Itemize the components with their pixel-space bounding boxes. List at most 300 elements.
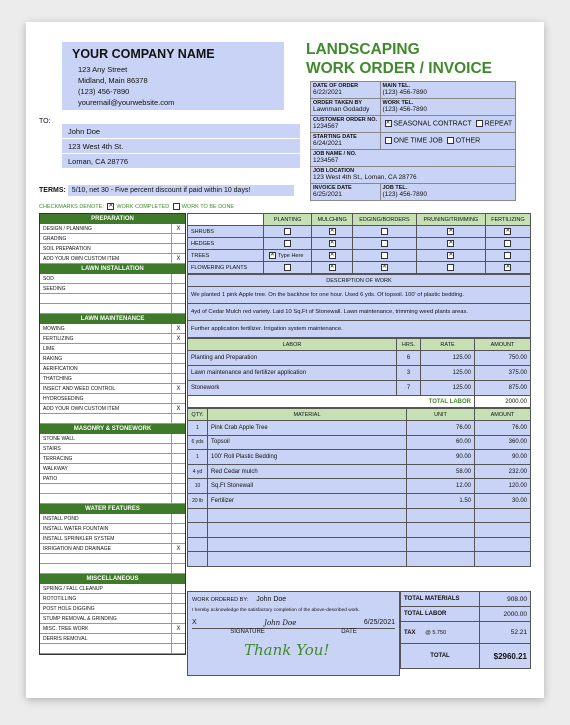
checklist-item-label: GRADING xyxy=(43,236,67,242)
checklist-item-label: INSTALL SPRINKLER SYSTEM xyxy=(43,536,115,542)
material-qty[interactable]: 1 xyxy=(188,450,208,465)
checklist-item-mark[interactable] xyxy=(171,434,185,443)
checklist-item[interactable] xyxy=(40,284,185,294)
signature[interactable]: John Doe xyxy=(264,619,297,627)
checklist-item-mark[interactable]: X xyxy=(171,384,185,393)
service-checklist xyxy=(39,213,186,655)
description-row xyxy=(188,321,531,338)
plant-check-cell[interactable] xyxy=(264,238,312,250)
checklist-item[interactable] xyxy=(40,454,185,464)
labor-col-header: LABOR xyxy=(188,339,397,351)
plant-col-header: MULCHING xyxy=(312,214,353,226)
checklist-item-mark[interactable]: X xyxy=(171,254,185,263)
material-row xyxy=(188,479,531,494)
plant-services-table xyxy=(187,213,531,274)
checklist-item-mark[interactable] xyxy=(171,344,185,353)
checklist-item[interactable] xyxy=(40,554,185,564)
empty-box-icon[interactable] xyxy=(381,240,388,247)
material-name[interactable] xyxy=(208,552,407,567)
signature-label: SIGNATURE xyxy=(230,629,265,635)
title-line1: LANDSCAPING xyxy=(306,41,420,58)
grand-total-value: $2960.21 xyxy=(480,644,531,669)
customer-name[interactable]: John Doe xyxy=(62,124,300,139)
plant-check-cell[interactable] xyxy=(312,226,353,238)
checklist-item-label xyxy=(43,554,171,563)
checked-box-icon[interactable]: ✕ xyxy=(505,227,511,234)
labor-desc[interactable]: Stonework xyxy=(188,381,397,396)
material-qty[interactable]: 20 lb xyxy=(188,493,208,508)
material-qty[interactable]: 10 xyxy=(188,479,208,494)
checklist-item-label: POST HOLE DIGGING xyxy=(43,606,95,612)
checklist-item[interactable] xyxy=(40,224,185,234)
invoice-date-label: INVOICE DATE xyxy=(313,185,352,191)
work-tel-label: WORK TEL. xyxy=(382,100,414,106)
checklist-item-mark[interactable] xyxy=(171,354,185,363)
plant-check-cell[interactable] xyxy=(416,226,485,238)
order-header-table xyxy=(310,81,516,201)
material-amount[interactable] xyxy=(475,523,531,538)
checklist-item-label: LIME xyxy=(43,346,55,352)
plant-check-cell[interactable] xyxy=(485,238,530,250)
checklist-item-mark[interactable] xyxy=(171,294,185,303)
checklist-item[interactable] xyxy=(40,414,185,424)
checklist-item-mark[interactable] xyxy=(171,284,185,293)
material-unit[interactable]: 58.00 xyxy=(407,464,475,479)
checklist-item-mark[interactable]: X xyxy=(171,404,185,413)
checklist-item[interactable] xyxy=(40,594,185,604)
checklist-item-label xyxy=(43,484,171,493)
checklist-item-mark[interactable] xyxy=(171,484,185,493)
checklist-item[interactable] xyxy=(40,564,185,574)
checklist-item-label xyxy=(43,294,171,303)
seasonal-label: SEASONAL CONTRACT xyxy=(393,120,472,128)
checked-box-icon[interactable]: ✕ xyxy=(505,263,511,270)
checklist-item[interactable] xyxy=(40,244,185,254)
checked-box-icon[interactable]: ✕ xyxy=(448,227,454,234)
labor-hrs[interactable]: 6 xyxy=(397,351,421,366)
material-name[interactable]: 100' Roll Plastic Bedding xyxy=(208,450,407,465)
section-header: PREPARATION xyxy=(40,214,185,224)
total-labor-value: 2000.00 xyxy=(480,607,531,622)
checklist-item-label xyxy=(43,414,171,423)
checklist-item[interactable] xyxy=(40,494,185,504)
checklist-item[interactable] xyxy=(40,274,185,284)
checklist-item-label: ADD YOUR OWN CUSTOM ITEM xyxy=(43,406,120,412)
description-text[interactable]: Further application fertilizer. Irrigation system maintenance. xyxy=(188,321,531,338)
plant-check-cell[interactable] xyxy=(352,226,416,238)
plant-name-text: FLOWERING PLANTS xyxy=(191,264,248,271)
labor-amount[interactable]: 875.00 xyxy=(475,381,531,396)
checklist-item[interactable] xyxy=(40,544,185,554)
repeat-checkbox[interactable] xyxy=(476,120,483,127)
job-tel-label: JOB TEL. xyxy=(382,185,408,191)
labor-amount[interactable]: 750.00 xyxy=(475,351,531,366)
checklist-item-mark[interactable] xyxy=(171,494,185,503)
plant-row xyxy=(188,250,531,262)
checklist-item[interactable] xyxy=(40,334,185,344)
material-qty[interactable] xyxy=(188,523,208,538)
material-qty[interactable] xyxy=(188,552,208,567)
total-labor-amount: 2000.00 xyxy=(475,396,531,408)
start-label: STARTING DATE xyxy=(313,134,357,140)
material-unit[interactable] xyxy=(407,537,475,552)
todo-label: WORK TO BE DONE xyxy=(181,203,235,210)
labor-col-header: AMOUNT xyxy=(475,339,531,351)
total-materials-label: TOTAL MATERIALS xyxy=(401,592,480,607)
plant-row xyxy=(188,262,531,274)
checklist-item-label xyxy=(43,304,171,313)
checklist-item-mark[interactable] xyxy=(171,474,185,483)
material-amount[interactable] xyxy=(475,552,531,567)
labor-rate[interactable]: 125.00 xyxy=(421,351,475,366)
checklist-item[interactable] xyxy=(40,394,185,404)
checklist-item[interactable] xyxy=(40,604,185,614)
job-tel-value[interactable]: (123) 456-7890 xyxy=(382,191,427,198)
section-header: WATER FEATURES xyxy=(40,504,185,514)
invoice-date-value[interactable]: 6/25/2021 xyxy=(313,191,342,198)
checklist-item-label: AERIFICATION xyxy=(43,366,78,372)
grand-total-label: TOTAL xyxy=(401,644,480,669)
location-label: JOB LOCATION xyxy=(313,168,355,174)
checklist-item-mark[interactable]: X xyxy=(171,224,185,233)
plant-check-cell[interactable] xyxy=(352,262,416,274)
checklist-item[interactable] xyxy=(40,474,185,484)
location-value[interactable]: 123 West 4th St., Loman, CA 28776 xyxy=(313,174,417,181)
checklist-item[interactable] xyxy=(40,534,185,544)
labor-col-header: HRS. xyxy=(397,339,421,351)
labor-col-header: RATE xyxy=(421,339,475,351)
company-address1: 123 Any Street xyxy=(78,65,128,74)
checked-box-icon[interactable]: ✕ xyxy=(448,251,454,258)
plant-check-cell[interactable] xyxy=(312,262,353,274)
material-qty[interactable] xyxy=(188,508,208,523)
checked-box-icon[interactable]: ✕ xyxy=(329,239,335,246)
labor-row xyxy=(188,381,531,396)
terms-label: TERMS: xyxy=(39,187,66,194)
tax-label: TAX xyxy=(404,629,416,636)
checklist-item[interactable] xyxy=(40,404,185,414)
checked-box-icon[interactable]: ✕ xyxy=(329,263,335,270)
checklist-item-mark[interactable] xyxy=(171,524,185,533)
material-name[interactable]: Fertilizer xyxy=(208,493,407,508)
jobno-value[interactable]: 1234567 xyxy=(313,157,339,164)
checklist-item-mark[interactable] xyxy=(171,374,185,383)
signature-date[interactable]: 6/25/2021 xyxy=(363,619,395,626)
labor-table xyxy=(187,338,531,408)
other-checkbox[interactable] xyxy=(447,137,454,144)
empty-box-icon[interactable] xyxy=(504,240,511,247)
total-labor-label: TOTAL LABOR xyxy=(401,607,480,622)
company-phone: (123) 456-7890 xyxy=(78,87,130,96)
checklist-item[interactable] xyxy=(40,444,185,454)
thank-you-text: Thank You! xyxy=(244,641,330,659)
plant-check-cell[interactable] xyxy=(264,250,312,262)
labor-rate[interactable]: 125.00 xyxy=(421,381,475,396)
checklist-item-mark[interactable] xyxy=(171,234,185,243)
material-amount[interactable]: 90.00 xyxy=(475,450,531,465)
checklist-item[interactable] xyxy=(40,644,185,654)
checklist-item-mark[interactable] xyxy=(171,244,185,253)
material-qty[interactable] xyxy=(188,537,208,552)
description-table xyxy=(187,274,531,338)
document-title xyxy=(306,40,492,78)
ordered-by-label: WORK ORDERED BY: xyxy=(192,596,249,603)
seasonal-checkbox[interactable]: ✕ xyxy=(385,120,391,127)
checklist-item-mark[interactable] xyxy=(171,584,185,593)
section-header: LAWN INSTALLATION xyxy=(40,264,185,274)
start-value[interactable]: 6/24/2021 xyxy=(313,140,342,147)
material-unit[interactable]: 12.00 xyxy=(407,479,475,494)
material-unit[interactable]: 90.00 xyxy=(407,450,475,465)
checklist-item-mark[interactable] xyxy=(171,604,185,613)
material-unit[interactable]: 1.50 xyxy=(407,493,475,508)
plant-check-cell[interactable] xyxy=(485,262,530,274)
plant-check-cell[interactable] xyxy=(416,262,485,274)
checkmarks-label: CHECKMARKS DENOTE: xyxy=(39,203,104,210)
signature-x: X xyxy=(192,619,197,626)
description-header: DESCRIPTION OF WORK xyxy=(188,275,531,287)
checkmarks-legend xyxy=(39,203,234,210)
plant-col-header: EDGING/BORDERS xyxy=(352,214,416,226)
material-unit[interactable] xyxy=(407,508,475,523)
checked-box-icon[interactable]: ✕ xyxy=(329,227,335,234)
labor-amount[interactable]: 375.00 xyxy=(475,366,531,381)
checklist-item[interactable] xyxy=(40,514,185,524)
checklist-item-mark[interactable] xyxy=(171,514,185,523)
material-unit[interactable]: 60.00 xyxy=(407,435,475,450)
plant-col-header: FERTILIZING xyxy=(485,214,530,226)
checklist-item-label: SPRING / FALL CLEANUP xyxy=(43,586,103,592)
material-amount[interactable]: 232.00 xyxy=(475,464,531,479)
checklist-item[interactable] xyxy=(40,234,185,244)
material-name[interactable] xyxy=(208,523,407,538)
custno-label: CUSTOMER ORDER NO. xyxy=(313,117,378,123)
section-header: LAWN MAINTENANCE xyxy=(40,314,185,324)
labor-hrs[interactable]: 7 xyxy=(397,381,421,396)
labor-desc[interactable]: Planting and Preparation xyxy=(188,351,397,366)
company-address2: Midland, Main 86378 xyxy=(78,76,148,85)
labor-rate[interactable]: 125.00 xyxy=(421,366,475,381)
checklist-item-mark[interactable] xyxy=(171,554,185,563)
checklist-item-label: FERTILIZING xyxy=(43,336,74,342)
labor-row xyxy=(188,366,531,381)
checked-box-icon[interactable]: ✕ xyxy=(448,239,454,246)
checklist-item[interactable] xyxy=(40,344,185,354)
material-unit[interactable] xyxy=(407,523,475,538)
checklist-item-mark[interactable] xyxy=(171,534,185,543)
checklist-item[interactable] xyxy=(40,374,185,384)
material-unit[interactable] xyxy=(407,552,475,567)
plant-check-cell[interactable] xyxy=(485,250,530,262)
checklist-item[interactable] xyxy=(40,364,185,374)
material-col-header: QTY. xyxy=(188,409,208,421)
description-text[interactable]: We planted 1 pink Apple tree. On the backhoe for one hour. Used 6 yds. Of topsoil. 100' of plastic bedding. xyxy=(188,287,531,304)
material-amount[interactable]: 360.00 xyxy=(475,435,531,450)
date-label: DATE OF ORDER xyxy=(313,83,359,89)
section-header: MASONRY & STONEWORK xyxy=(40,424,185,434)
material-unit[interactable]: 76.00 xyxy=(407,421,475,436)
description-row xyxy=(188,287,531,304)
checked-box-icon[interactable]: ✕ xyxy=(381,263,387,270)
checklist-item-label: STUMP REMOVAL & GRINDING xyxy=(43,616,117,622)
checked-box-icon[interactable]: ✕ xyxy=(270,251,276,258)
checklist-item[interactable] xyxy=(40,614,185,624)
material-amount[interactable]: 120.00 xyxy=(475,479,531,494)
checklist-item[interactable] xyxy=(40,254,185,264)
checklist-item-label: DESIGN / PLANNING xyxy=(43,226,92,232)
checklist-item-label: SEEDING xyxy=(43,286,66,292)
empty-box-icon[interactable] xyxy=(381,252,388,259)
material-name[interactable]: Sq.Ft Stonewall xyxy=(208,479,407,494)
checklist-item-mark[interactable] xyxy=(171,304,185,313)
plant-check-cell[interactable] xyxy=(352,238,416,250)
terms-value[interactable]: 5/10, net 30 - Five percent discount if paid within 10 days! xyxy=(68,185,294,196)
checklist-item-label: ROTOTILLING xyxy=(43,596,77,602)
invoice-sheet xyxy=(26,22,544,698)
labor-row xyxy=(188,351,531,366)
material-row xyxy=(188,421,531,436)
material-amount[interactable]: 76.00 xyxy=(475,421,531,436)
plant-check-cell[interactable] xyxy=(416,250,485,262)
material-name[interactable] xyxy=(208,537,407,552)
ordered-by-value[interactable]: John Doe xyxy=(256,596,287,603)
material-row xyxy=(188,537,531,552)
custno-value[interactable]: 1234567 xyxy=(313,123,339,130)
checklist-item-mark[interactable] xyxy=(171,414,185,423)
checklist-item[interactable] xyxy=(40,624,185,634)
checklist-item[interactable] xyxy=(40,464,185,474)
plant-check-cell[interactable] xyxy=(352,250,416,262)
checklist-item[interactable] xyxy=(40,434,185,444)
material-name[interactable]: Pink Crab Apple Tree xyxy=(208,421,407,436)
empty-box-icon[interactable] xyxy=(284,264,291,271)
labor-desc[interactable]: Lawn maintenance and fertilizer application xyxy=(188,366,397,381)
material-row xyxy=(188,464,531,479)
material-name[interactable]: Red Cedar mulch xyxy=(208,464,407,479)
material-qty[interactable]: 4 yd xyxy=(188,464,208,479)
tax-rate[interactable]: @ 5.750 xyxy=(425,629,447,636)
checklist-item-label: THATCHING xyxy=(43,376,72,382)
plant-name xyxy=(188,226,264,238)
checklist-item[interactable] xyxy=(40,634,185,644)
checklist-item-mark[interactable]: X xyxy=(171,334,185,343)
checklist-item-label xyxy=(43,494,171,503)
plant-check-cell[interactable] xyxy=(264,226,312,238)
main-tel-value[interactable]: (123) 456-7890 xyxy=(382,89,427,96)
checklist-item[interactable] xyxy=(40,304,185,314)
material-amount[interactable] xyxy=(475,508,531,523)
empty-box-icon[interactable] xyxy=(381,228,388,235)
material-name[interactable] xyxy=(208,508,407,523)
blank-header xyxy=(188,214,264,226)
checklist-item[interactable] xyxy=(40,324,185,334)
plant-col-header: PLANTING xyxy=(264,214,312,226)
checklist-item-label: STONE WALL xyxy=(43,436,75,442)
material-name[interactable]: Topsoil xyxy=(208,435,407,450)
checklist-item[interactable] xyxy=(40,524,185,534)
checklist-item-mark[interactable] xyxy=(171,394,185,403)
checklist-item-mark[interactable]: X xyxy=(171,324,185,333)
checklist-item-label: SOD xyxy=(43,276,54,282)
checklist-item-mark[interactable] xyxy=(171,644,185,653)
material-qty[interactable]: 1 xyxy=(188,421,208,436)
checklist-item-mark[interactable] xyxy=(171,444,185,453)
terms-row xyxy=(39,185,294,196)
checklist-item-label: ADD YOUR OWN CUSTOM ITEM xyxy=(43,256,120,262)
empty-box-icon[interactable] xyxy=(504,252,511,259)
onetime-checkbox[interactable] xyxy=(385,137,392,144)
material-row xyxy=(188,493,531,508)
checklist-item-label: MOWING xyxy=(43,326,65,332)
checklist-item-mark[interactable] xyxy=(171,464,185,473)
checklist-item-mark[interactable] xyxy=(171,594,185,603)
total-labor-row xyxy=(188,396,531,408)
labor-hrs[interactable]: 3 xyxy=(397,366,421,381)
empty-box-icon[interactable] xyxy=(447,264,454,271)
work-tel-value[interactable]: (123) 456-7890 xyxy=(382,106,427,113)
plant-check-cell[interactable] xyxy=(312,250,353,262)
checklist-item-mark[interactable] xyxy=(171,274,185,283)
material-qty[interactable]: 6 yds xyxy=(188,435,208,450)
empty-box-icon[interactable] xyxy=(284,240,291,247)
total-labor-label: TOTAL LABOR xyxy=(188,396,475,408)
checklist-item-mark[interactable] xyxy=(171,614,185,623)
material-row xyxy=(188,508,531,523)
empty-box-icon[interactable] xyxy=(284,228,291,235)
type-here-note[interactable]: Type Here xyxy=(278,253,304,260)
checklist-item-mark[interactable] xyxy=(171,454,185,463)
customer-city[interactable]: Loman, CA 28776 xyxy=(62,154,300,169)
description-text[interactable]: 4yd of Cedar Mulch red variety. Laid 10 Sq.Ft of Stonewall. Lawn maintenance, trimming weed plants areas. xyxy=(188,304,531,321)
plant-check-cell[interactable] xyxy=(312,238,353,250)
checklist-item-mark[interactable] xyxy=(171,364,185,373)
checklist-item[interactable] xyxy=(40,484,185,494)
total-materials-value: 908.00 xyxy=(480,592,531,607)
checklist-item[interactable] xyxy=(40,584,185,594)
plant-check-cell[interactable] xyxy=(264,262,312,274)
checklist-item-mark[interactable] xyxy=(171,634,185,643)
material-amount[interactable]: 30.00 xyxy=(475,493,531,508)
checklist-item[interactable] xyxy=(40,384,185,394)
checklist-item-mark[interactable]: X xyxy=(171,624,185,633)
plant-name xyxy=(188,262,264,274)
company-name: YOUR COMPANY NAME xyxy=(72,47,215,61)
todo-checkbox-icon xyxy=(173,203,180,210)
section-header: MISCELLANEOUS xyxy=(40,574,185,584)
main-tel-label: MAIN TEL. xyxy=(382,83,410,89)
checklist-item-mark[interactable]: X xyxy=(171,544,185,553)
material-col-header: UNIT xyxy=(407,409,475,421)
to-label: TO: xyxy=(39,118,51,125)
acknowledgement-text: I hereby acknowledge the satisfactory completion of the above-described work. xyxy=(192,608,360,613)
checked-box-icon[interactable]: ✕ xyxy=(329,251,335,258)
date-value[interactable]: 6/22/2021 xyxy=(313,89,342,96)
checklist-item[interactable] xyxy=(40,354,185,364)
taken-value[interactable]: Lawnman Godaddy xyxy=(313,106,370,113)
checklist-item-label xyxy=(43,564,171,573)
checklist-item[interactable] xyxy=(40,294,185,304)
plant-row xyxy=(188,238,531,250)
plant-check-cell[interactable] xyxy=(485,226,530,238)
checklist-item-mark[interactable] xyxy=(171,564,185,573)
checklist-item-label: WALKWAY xyxy=(43,466,68,472)
date-label: DATE xyxy=(341,629,357,635)
signature-block xyxy=(187,591,400,676)
plant-check-cell[interactable] xyxy=(416,238,485,250)
customer-street[interactable]: 123 West 4th St. xyxy=(62,139,300,154)
material-amount[interactable] xyxy=(475,537,531,552)
material-row xyxy=(188,450,531,465)
